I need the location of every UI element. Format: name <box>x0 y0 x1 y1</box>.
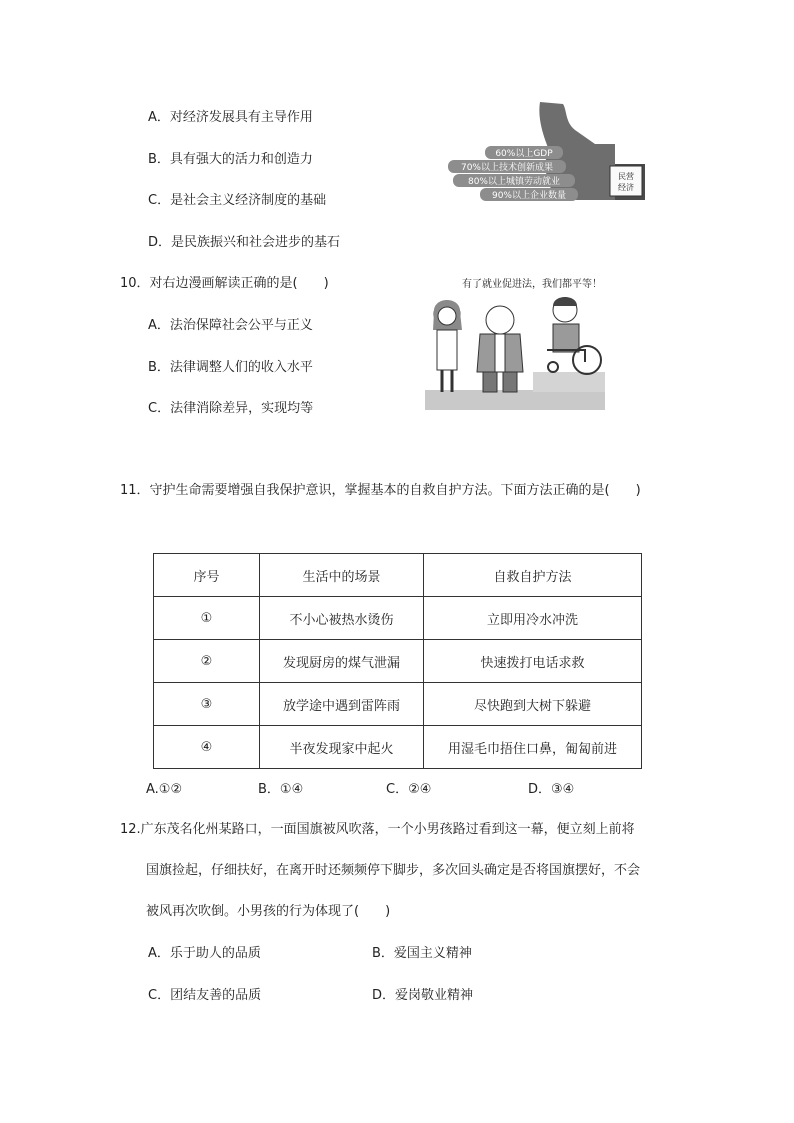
table-row <box>154 683 642 726</box>
table-cell: 放学途中遇到雷阵雨 <box>260 683 424 726</box>
table-header-cell: 生活中的场景 <box>260 554 424 597</box>
table-header-cell: 自救自护方法 <box>424 554 642 597</box>
table-header-cell: 序号 <box>154 554 260 597</box>
table-cell: 半夜发现家中起火 <box>260 726 424 769</box>
equal-employment-cartoon <box>425 272 605 412</box>
q9-option-c: C．是社会主义经济制度的基础 <box>148 193 327 208</box>
q11-answer-d: D．③④ <box>528 782 575 797</box>
table-cell: 发现厨房的煤气泄漏 <box>260 640 424 683</box>
q9-option-a: A．对经济发展具有主导作用 <box>148 110 313 125</box>
q11-answer-a: A.①② <box>146 782 183 797</box>
q12-stem-line-1: 12.广东茂名化州某路口，一面国旗被风吹落，一个小男孩路过看到这一幕，便立刻上前将 <box>120 822 635 837</box>
table-cell: 快速拨打电话求救 <box>424 640 642 683</box>
figure-box-line2: 经济 <box>618 183 634 192</box>
q9-option-d: D．是民族振兴和社会进步的基石 <box>148 235 341 250</box>
q12-option-a: A．乐于助人的品质 <box>148 946 261 961</box>
figure-label-1: 60%以上GDP <box>495 149 553 159</box>
q12-option-c: C．团结友善的品质 <box>148 988 262 1003</box>
q11-stem: 11．守护生命需要增强自我保护意识，掌握基本的自救自护方法。下面方法正确的是( ) <box>120 483 641 498</box>
table-cell: ③ <box>154 683 260 726</box>
table-header-row <box>154 554 642 597</box>
table-cell: 立即用冷水冲洗 <box>424 597 642 640</box>
table-cell: 尽快跑到大树下躲避 <box>424 683 642 726</box>
cartoon-caption: 有了就业促进法，我们都平等！ <box>462 279 602 290</box>
figure-box-line1: 民营 <box>618 172 634 181</box>
table-row <box>154 726 642 769</box>
table-cell: ① <box>154 597 260 640</box>
q12-stem-line-2: 国旗捡起，仔细扶好，在离开时还频频停下脚步，多次回头确定是否将国旗摆好，不会 <box>146 863 641 878</box>
table-cell: ④ <box>154 726 260 769</box>
thumbs-up-illustration <box>445 100 650 208</box>
table-cell: 用湿毛巾捂住口鼻，匍匐前进 <box>424 726 642 769</box>
q11-answer-b: B．①④ <box>258 782 304 797</box>
figure-label-2: 70%以上技术创新成果 <box>460 163 554 173</box>
table-cell: ② <box>154 640 260 683</box>
q12-option-b: B．爱国主义精神 <box>372 946 472 961</box>
self-rescue-table <box>153 553 642 769</box>
q10-stem: 10．对右边漫画解读正确的是( ) <box>120 276 329 291</box>
q12-option-d: D．爱岗敬业精神 <box>372 988 474 1003</box>
q9-option-b: B．具有强大的活力和创造力 <box>148 152 313 167</box>
table-row <box>154 640 642 683</box>
q10-option-a: A．法治保障社会公平与正义 <box>148 318 313 333</box>
table-row <box>154 597 642 640</box>
q10-option-b: B．法律调整人们的收入水平 <box>148 360 313 375</box>
q12-stem-line-3: 被风再次吹倒。小男孩的行为体现了( ) <box>146 904 391 919</box>
figure-label-3: 80%以上城镇劳动就业 <box>467 177 561 187</box>
q10-option-c: C．法律消除差异，实现均等 <box>148 401 314 416</box>
q11-answer-c: C．②④ <box>386 782 432 797</box>
table-cell: 不小心被热水烫伤 <box>260 597 424 640</box>
figure-label-4: 90%以上企业数量 <box>491 191 567 201</box>
